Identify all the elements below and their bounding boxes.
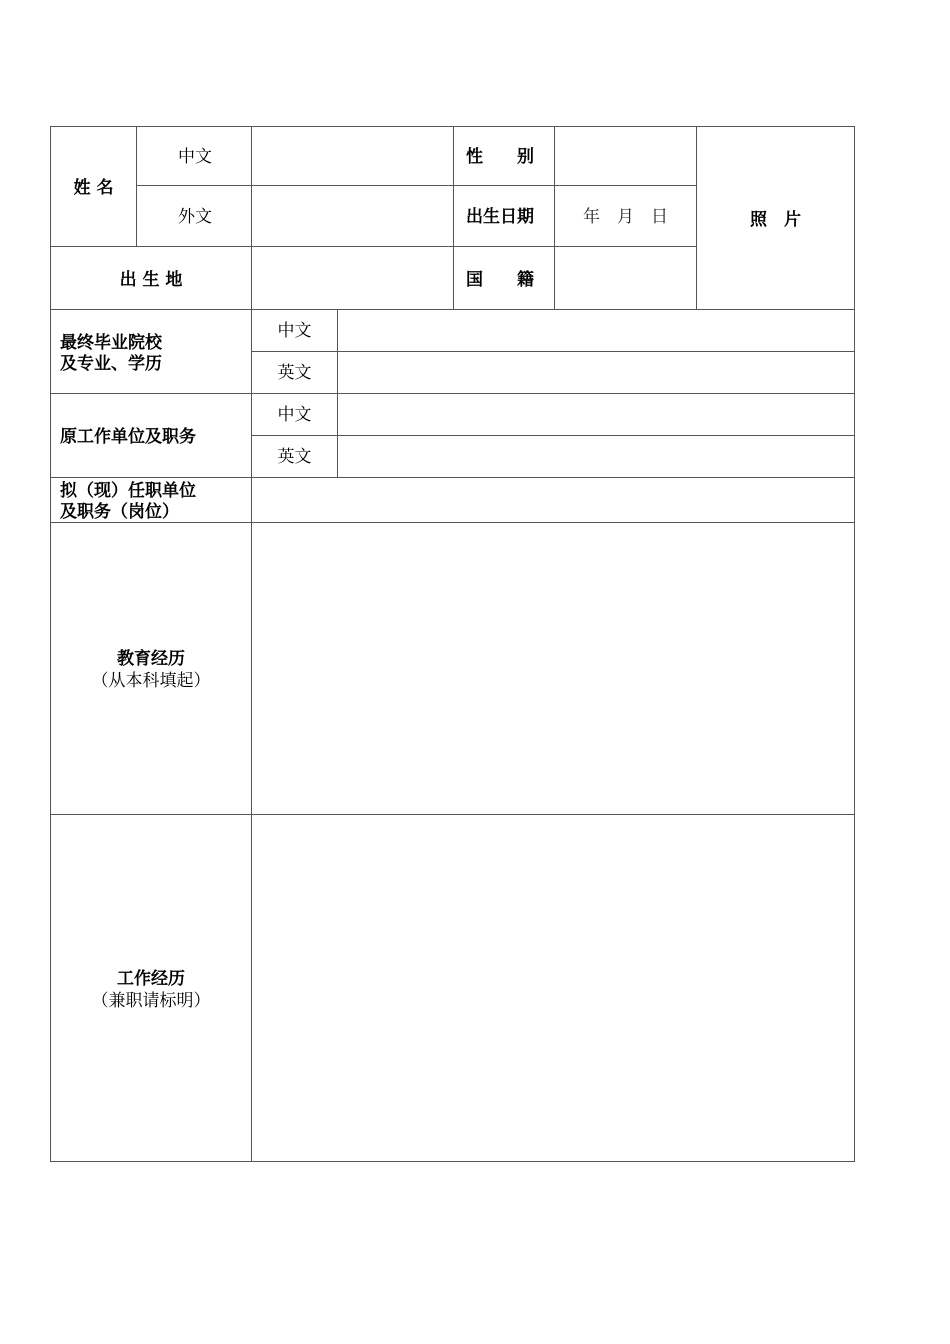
graduation-label-line1: 最终毕业院校 [60,333,162,353]
gender-label: 性 别 [466,147,534,167]
education-input[interactable] [252,523,854,814]
birthdate-placeholder: 年 月 日 [583,207,668,227]
photo-box[interactable] [697,127,854,309]
name-foreign-input[interactable] [252,186,453,246]
birthplace-input[interactable] [252,247,453,309]
graduation-english-input[interactable] [338,352,854,393]
former-employer-label: 原工作单位及职务 [60,427,196,447]
former-employer-english-label: 英文 [277,447,312,467]
application-form-table [50,126,855,1162]
photo-label: 照 片 [750,210,801,230]
col-divider [453,127,454,309]
work-input[interactable] [252,815,854,1161]
graduation-chinese-input[interactable] [338,310,854,351]
gender-input[interactable] [555,127,696,185]
proposed-position-label-line2: 及职务（岗位） [60,502,179,522]
birthdate-input[interactable] [555,186,696,246]
col-divider [136,127,137,246]
education-note: （从本科填起） [91,671,211,691]
graduation-english-label: 英文 [277,363,312,383]
graduation-label-line2: 及专业、学历 [60,354,162,374]
name-label: 姓 名 [73,178,114,198]
birthplace-label: 出 生 地 [119,270,183,290]
former-employer-english-input[interactable] [338,436,854,477]
work-label: 工作经历 [117,969,185,989]
work-note: （兼职请标明） [91,991,211,1011]
former-employer-chinese-label: 中文 [277,405,312,425]
nationality-label: 国 籍 [466,270,534,290]
graduation-chinese-label: 中文 [277,321,312,341]
name-foreign-label: 外文 [178,207,212,227]
nationality-input[interactable] [555,247,696,309]
name-chinese-label: 中文 [178,147,212,167]
proposed-position-label-line1: 拟（现）任职单位 [60,481,196,501]
proposed-position-input[interactable] [252,478,854,522]
education-label: 教育经历 [117,649,185,669]
name-chinese-input[interactable] [252,127,453,185]
former-employer-chinese-input[interactable] [338,394,854,435]
birthdate-label: 出生日期 [466,207,534,227]
